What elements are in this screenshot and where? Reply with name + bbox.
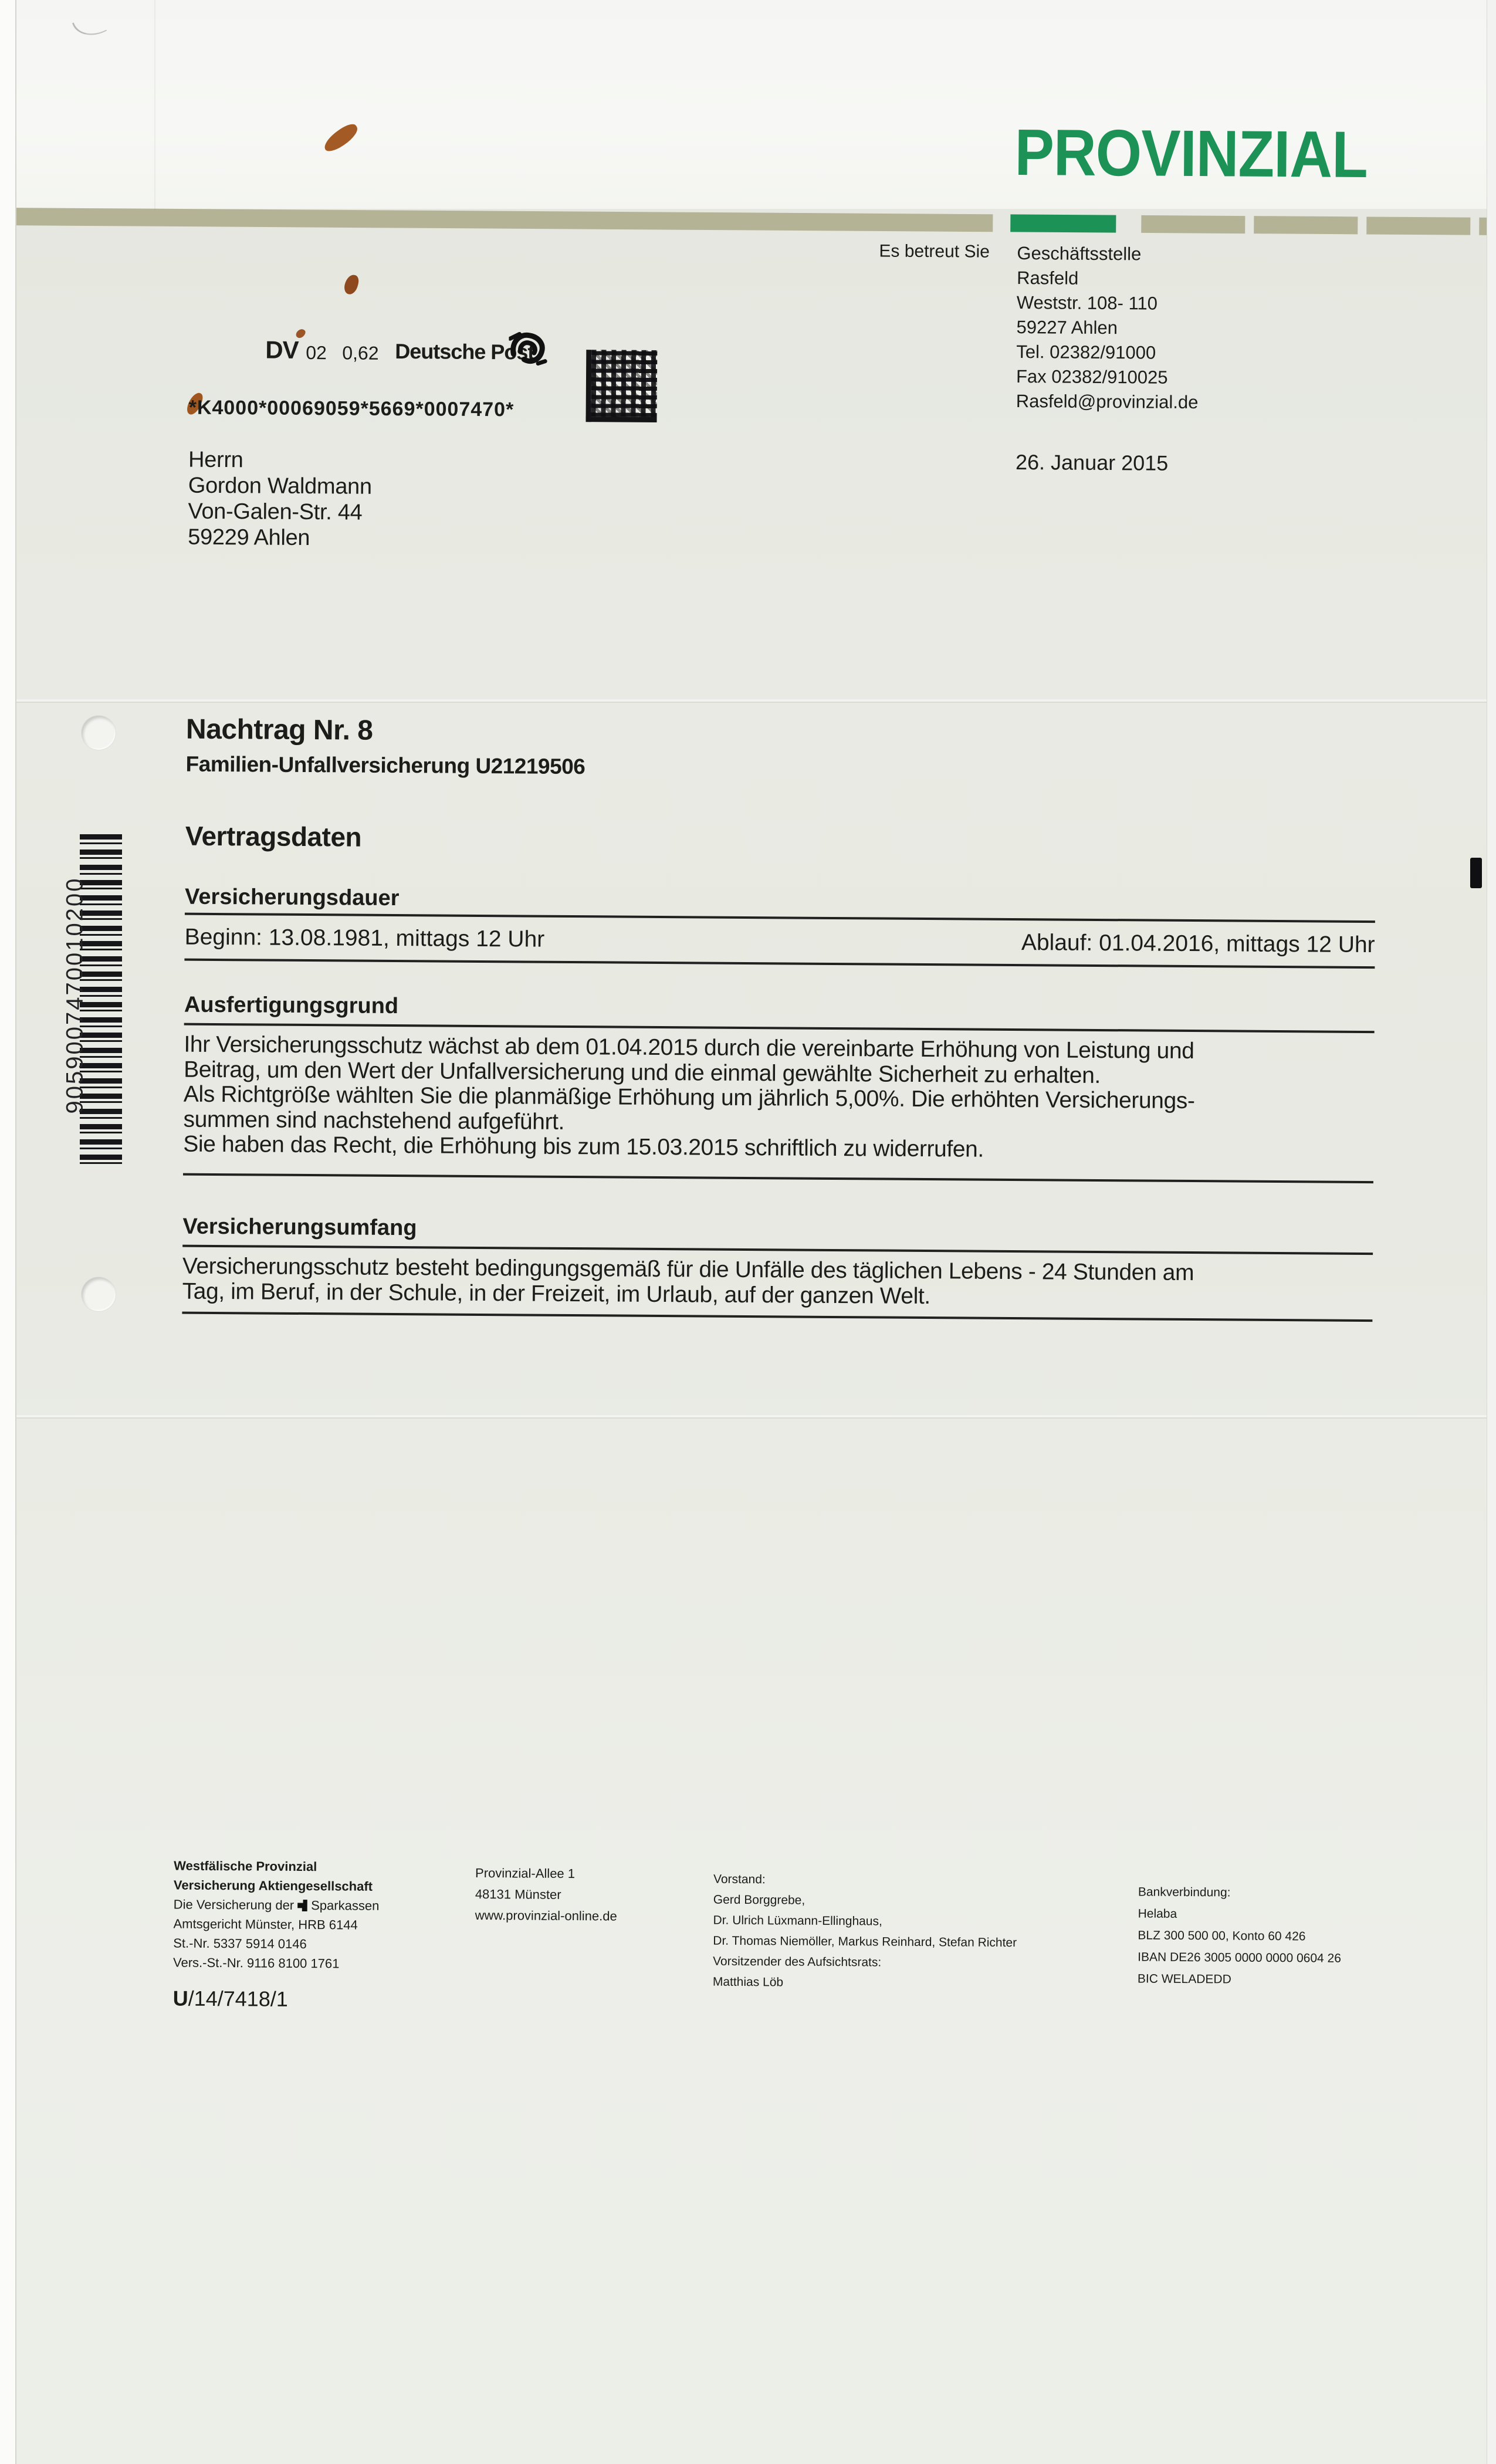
board-chair-label: Vorsitzender des Aufsichtsrats: bbox=[713, 1954, 882, 1969]
recipient-address-block bbox=[188, 447, 372, 551]
recipient-name: Gordon Waldmann bbox=[188, 473, 372, 499]
letter-date: 26. Januar 2015 bbox=[1015, 450, 1169, 475]
footer-company-block bbox=[173, 1856, 380, 1974]
recipient-street: Von-Galen-Str. 44 bbox=[188, 499, 363, 525]
franking-carrier: Deutsche Post bbox=[395, 339, 534, 364]
paper-edge-right bbox=[1487, 0, 1496, 2464]
sparkassen-icon bbox=[297, 1900, 307, 1911]
office-line: Geschäftsstelle bbox=[1017, 243, 1142, 265]
footer-address-block bbox=[475, 1863, 618, 1927]
posthorn-icon bbox=[509, 330, 547, 367]
bank-name: Helaba bbox=[1138, 1907, 1177, 1921]
franking-price: 0,62 bbox=[342, 342, 379, 364]
document-reference bbox=[173, 1986, 288, 2012]
rule bbox=[182, 1312, 1372, 1322]
footer-city: 48131 Münster bbox=[475, 1886, 561, 1902]
franking-code-line: *K4000*00069059*5669*0007470* bbox=[188, 396, 515, 421]
heading-versicherungsumfang: Versicherungsumfang bbox=[182, 1214, 417, 1241]
scope-paragraph bbox=[182, 1254, 1415, 1312]
paper-edge-left bbox=[0, 0, 16, 2464]
heading-versicherungsdauer: Versicherungsdauer bbox=[184, 884, 400, 911]
office-line: 59227 Ahlen bbox=[1016, 317, 1118, 339]
heading-ausfertigungsgrund: Ausfertigungsgrund bbox=[184, 992, 399, 1019]
board-member: Gerd Borggrebe, bbox=[713, 1893, 805, 1907]
reason-line: Ihr Versicherungsschutz wächst ab dem 01.04.2015 durch die vereinbarte Erhöhung von Leistung und bbox=[184, 1031, 1194, 1064]
sparkassen-line-post: Sparkassen bbox=[311, 1898, 380, 1913]
franking-product: 02 bbox=[306, 341, 327, 364]
board-member: Dr. Ulrich Lüxmann-Ellinghaus, bbox=[713, 1913, 882, 1928]
contact-label: Es betreut Sie bbox=[879, 241, 990, 262]
rule bbox=[185, 913, 1375, 923]
bank-bic: BIC WELADEDD bbox=[1137, 1972, 1231, 1986]
office-address-block bbox=[1016, 241, 1200, 415]
doc-ref-prefix: U bbox=[172, 1986, 188, 2011]
reason-paragraph bbox=[183, 1033, 1416, 1165]
datamatrix-code bbox=[586, 350, 658, 422]
rule bbox=[184, 959, 1375, 969]
scope-line: Versicherungsschutz besteht bedingungsgemäß für die Unfälle des täglichen Lebens - 24 Stunden am bbox=[182, 1253, 1194, 1286]
reason-line: Als Richtgröße wählten Sie die planmäßige Erhöhung um jährlich 5,00%. Die erhöhten Versicherungs- bbox=[183, 1081, 1195, 1114]
rule bbox=[184, 1023, 1375, 1033]
footer-website: www.provinzial-online.de bbox=[475, 1907, 617, 1924]
reason-line: Beitrag, um den Wert der Unfallversicherung und die einmal gewählte Sicherheit zu erhalten. bbox=[184, 1057, 1101, 1088]
company-sparkassen-line bbox=[174, 1895, 380, 1915]
barcode-number: 9059007470010200 bbox=[62, 876, 88, 1114]
footer-bank-block bbox=[1138, 1881, 1342, 1991]
document-subtitle: Familien-Unfallversicherung U21219506 bbox=[185, 752, 585, 779]
bank-iban: IBAN DE26 3005 0000 0000 0604 26 bbox=[1138, 1950, 1342, 1965]
office-phone: Tel. 02382/91000 bbox=[1016, 341, 1156, 363]
sparkassen-line-pre: Die Versicherung der bbox=[173, 1897, 295, 1913]
section-title-vertragsdaten: Vertragsdaten bbox=[185, 820, 362, 852]
footer-board-block bbox=[713, 1869, 1017, 1994]
scope-line: Tag, im Beruf, in der Schule, in der Freizeit, im Urlaub, auf der ganzen Welt. bbox=[182, 1278, 930, 1309]
office-line: Weststr. 108- 110 bbox=[1016, 292, 1158, 314]
reason-line: summen sind nachstehend aufgeführt. bbox=[183, 1106, 565, 1135]
document-title: Nachtrag Nr. 8 bbox=[185, 713, 373, 746]
company-tax-number: St.-Nr. 5337 5914 0146 bbox=[173, 1935, 307, 1952]
office-email: Rasfeld@provinzial.de bbox=[1016, 391, 1199, 413]
rule bbox=[183, 1173, 1373, 1183]
footer-street: Provinzial-Allee 1 bbox=[475, 1865, 576, 1881]
bank-label: Bankverbindung: bbox=[1138, 1885, 1231, 1900]
franking-dv: DV bbox=[265, 336, 299, 364]
company-name-line1: Westfälische Provinzial bbox=[174, 1858, 317, 1874]
board-member: Dr. Thomas Niemöller, Markus Reinhard, Stefan Richter bbox=[713, 1934, 1017, 1950]
office-line: Rasfeld bbox=[1017, 268, 1079, 289]
recipient-city: 59229 Ahlen bbox=[188, 524, 310, 551]
office-fax: Fax 02382/910025 bbox=[1016, 366, 1168, 388]
company-name-line2: Versicherung Aktiengesellschaft bbox=[173, 1877, 373, 1894]
reason-line: Sie haben das Recht, die Erhöhung bis zum 15.03.2015 schriftlich zu widerrufen. bbox=[183, 1131, 984, 1162]
rule bbox=[182, 1245, 1373, 1255]
board-chair: Matthias Löb bbox=[712, 1975, 784, 1989]
duration-end: Ablauf: 01.04.2016, mittags 12 Uhr bbox=[1021, 930, 1375, 958]
company-register: Amtsgericht Münster, HRB 6144 bbox=[173, 1916, 358, 1932]
duration-begin: Beginn: 13.08.1981, mittags 12 Uhr bbox=[184, 924, 545, 952]
doc-ref-number: /14/7418/1 bbox=[188, 1986, 288, 2011]
provinzial-logo: PROVINZIAL bbox=[1014, 115, 1368, 191]
bank-blz-konto: BLZ 300 500 00, Konto 60 426 bbox=[1138, 1928, 1306, 1944]
recipient-salutation: Herrn bbox=[188, 447, 243, 473]
company-ins-tax-number: Vers.-St.-Nr. 9116 8100 1761 bbox=[172, 1955, 340, 1971]
board-label: Vorstand: bbox=[713, 1872, 766, 1887]
duration-row bbox=[185, 925, 1375, 958]
